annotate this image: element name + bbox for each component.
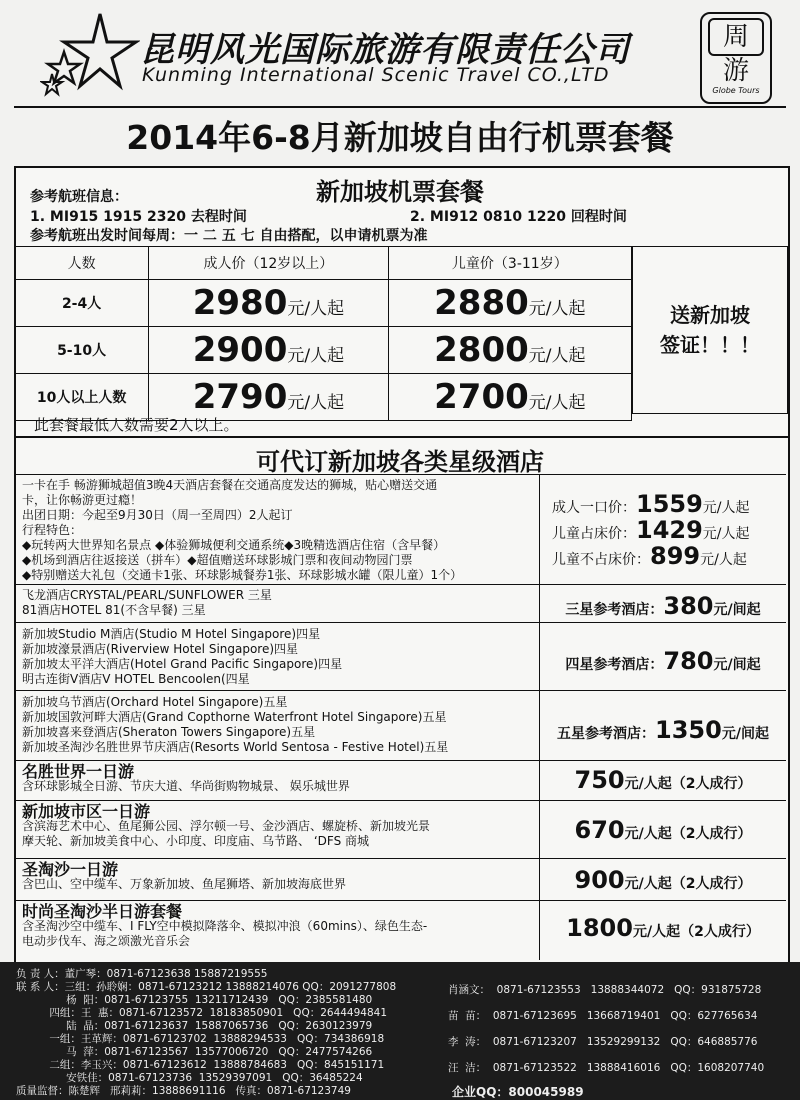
min-people-note: 此套餐最低人数需要2人以上。 xyxy=(34,416,239,434)
price-label: 儿童占床价： xyxy=(552,526,636,542)
tour-desc: 电动步伐车、海之颂激光音乐会 xyxy=(22,934,191,948)
adult-price: 2980 xyxy=(192,283,288,323)
tour-price xyxy=(540,914,786,942)
four-star-hotels xyxy=(22,627,342,687)
tour-title: 新加坡市区一日游 xyxy=(22,802,151,821)
contact-line: 陆 晶：0871-67123637 15887065736 QQ：2630123979 xyxy=(16,1020,373,1032)
col-header-people: 人数 xyxy=(15,247,149,280)
hotel-line: 明古连街V酒店V HOTEL Bencoolen(四星 xyxy=(22,672,250,686)
people-count: 5-10人 xyxy=(15,327,149,374)
contact-line: 汪 洁： 0871-67123522 13888416016 QQ：1608207740 xyxy=(448,1062,765,1074)
price-value: 780 xyxy=(663,647,714,675)
contact-line: 马 萍：0871-67123567 13577006720 QQ：2477574266 xyxy=(16,1046,373,1058)
row-divider xyxy=(14,474,786,475)
package-price-child-nobed xyxy=(552,542,747,570)
price-unit: 元/间起 xyxy=(721,726,769,742)
row-divider xyxy=(14,584,786,585)
contact-line: 质量监督：陈楚辉 邢莉莉：13888691116 传真：0871-67123749 xyxy=(16,1085,351,1097)
tour-title: 名胜世界一日游 xyxy=(22,762,135,781)
hotel-line: 飞龙酒店CRYSTAL/PEARL/SUNFLOWER 三星 xyxy=(22,588,272,602)
tour-desc: 含圣淘沙空中缆车、I FLY空中模拟降落伞、模拟冲浪（60mins）、绿色生态- xyxy=(22,919,428,933)
stamp-char-1: 周 xyxy=(708,18,764,56)
package-price-adult xyxy=(552,490,750,518)
child-price: 2800 xyxy=(434,330,529,370)
hotel-line: 新加坡濠景酒店(Riverview Hotel Singapore)四星 xyxy=(22,642,299,656)
row-divider xyxy=(14,622,786,623)
flight-return: 2. MI912 0810 1220 回程时间 xyxy=(410,209,627,225)
price-unit: 元/人起 xyxy=(702,500,750,516)
contact-line: 联 系 人：三组：孙聆娴：0871-67123212 13888214076 QQ：2091277808 xyxy=(16,981,397,993)
price-value: 1559 xyxy=(636,490,703,518)
tour-desc: 摩天轮、新加坡美食中心、小印度、印度庙、乌节路、 ‘DFS 商城 xyxy=(22,834,369,848)
table-row xyxy=(15,327,632,374)
child-price: 2700 xyxy=(434,377,529,417)
price-unit: 元/人起 xyxy=(528,299,586,319)
tour-price xyxy=(540,766,786,794)
package-line: 行程特色： xyxy=(22,523,83,537)
price-unit: 元/间起 xyxy=(713,657,761,673)
contact-line: 一组：王革辉：0871-67123702 13888294533 QQ：734386918 xyxy=(16,1033,385,1045)
price-label: 儿童不占床价： xyxy=(552,552,650,568)
price-label: 四星参考酒店： xyxy=(565,657,664,673)
price-unit: 元/人起 xyxy=(528,393,586,413)
ticket-price-table xyxy=(14,246,632,421)
table-row xyxy=(15,280,632,327)
globe-tours-logo xyxy=(700,12,772,104)
contact-line: 安铁佳：0871-67123736 13529397091 QQ：36485224 xyxy=(16,1072,363,1084)
stamp-subtitle: Globe Tours xyxy=(712,86,760,95)
price-value: 900 xyxy=(574,866,625,894)
package-line: 卡，让你畅游更过瘾！ xyxy=(22,493,143,507)
price-unit: 元/人起 xyxy=(624,826,672,842)
row-divider xyxy=(14,690,786,691)
company-name-cn: 昆明风光国际旅游有限责任公司 xyxy=(140,30,630,70)
hotel-line: 新加坡Studio M酒店(Studio M Hotel Singapore)四星 xyxy=(22,627,321,641)
price-value: 380 xyxy=(663,592,714,620)
package-description xyxy=(22,478,462,583)
hotel-line: 新加坡喜来登酒店(Sheraton Towers Singapore)五星 xyxy=(22,725,316,739)
price-label: 三星参考酒店： xyxy=(565,602,664,618)
star-logo-icon xyxy=(40,12,140,102)
contact-line: 苗 苗： 0871-67123695 13668719401 QQ：627765634 xyxy=(448,1010,758,1022)
visa-line-1: 送新加坡 xyxy=(670,303,750,327)
price-unit: 元/人起 xyxy=(528,346,586,366)
stamp-char-2: 游 xyxy=(722,56,749,86)
four-star-price xyxy=(540,647,786,675)
contact-line: 李 涛： 0871-67123207 13529299132 QQ：646885776 xyxy=(448,1036,758,1048)
five-star-hotels xyxy=(22,695,448,755)
package-line: ◆机场到酒店往返接送（拼车）◆超值赠送环球影城门票和夜间动物园门票 xyxy=(22,553,413,567)
people-count: 2-4人 xyxy=(15,280,149,327)
price-value: 750 xyxy=(574,766,625,794)
price-value: 670 xyxy=(574,816,625,844)
tour-title: 圣淘沙一日游 xyxy=(22,860,119,879)
ticket-heading: 新加坡机票套餐 xyxy=(316,178,484,206)
contact-line: 负 责 人：董广琴：0871-67123638 15887219555 xyxy=(16,968,268,980)
visa-offer xyxy=(632,246,788,414)
price-unit: 元/人起 xyxy=(632,924,681,940)
row-divider xyxy=(14,760,786,761)
visa-line-2: 签证！！！ xyxy=(660,333,760,357)
header-divider xyxy=(14,106,786,108)
price-unit: 元/人起 xyxy=(287,393,345,413)
child-price: 2880 xyxy=(434,283,529,323)
tour-desc: 含滨海艺术中心、鱼尾狮公园、浮尔顿一号、金沙酒店、螺旋桥、新加坡光景 xyxy=(22,819,431,833)
row-divider xyxy=(14,900,786,901)
tour-item xyxy=(22,804,430,849)
price-unit: 元/人起 xyxy=(287,346,345,366)
package-line: 出团日期：今起至9月30日（周一至周四）2人起订 xyxy=(22,508,293,522)
contact-line: 二组：李玉兴：0871-67123612 13888784683 QQ：845151171 xyxy=(16,1059,385,1071)
five-star-price xyxy=(540,716,786,744)
people-count: 10人以上人数 xyxy=(15,374,149,421)
tour-price xyxy=(540,866,786,894)
tour-item xyxy=(22,764,350,794)
package-line: 一卡在手 畅游狮城超值3晚4天酒店套餐在交通高度发达的狮城，贴心赠送交通 xyxy=(22,478,438,492)
price-value: 1800 xyxy=(566,914,633,942)
tour-item xyxy=(22,862,346,892)
flight-outbound: 1. MI915 1915 2320 去程时间 xyxy=(30,209,247,225)
price-unit: 元/间起 xyxy=(713,602,761,618)
hotel-line: 新加坡太平洋大酒店(Hotel Grand Pacific Singapore)四星 xyxy=(22,657,343,671)
package-price-child-bed xyxy=(552,516,750,544)
price-value: 1350 xyxy=(655,716,722,744)
contact-footer xyxy=(0,962,800,1100)
three-star-price xyxy=(540,592,786,620)
row-divider xyxy=(14,800,786,801)
price-unit: 元/人起 xyxy=(287,299,345,319)
flight-schedule: 参考航班出发时间每周：一 二 五 七 自由搭配，以申请机票为准 xyxy=(30,228,428,244)
package-line: ◆玩转两大世界知名景点 ◆体验狮城便利交通系统◆3晚精选酒店住宿（含早餐） xyxy=(22,538,446,552)
hotel-heading: 可代订新加坡各类星级酒店 xyxy=(256,448,544,476)
page-title: 2014年6-8月新加坡自由行机票套餐 xyxy=(126,118,674,157)
hotel-line: 81酒店HOTEL 81(不含早餐) 三星 xyxy=(22,603,206,617)
price-label: 五星参考酒店： xyxy=(557,726,656,742)
col-header-adult: 成人价（12岁以上） xyxy=(149,247,388,280)
contact-line: 肖涵文： 0871-67123553 13888344072 QQ：931875728 xyxy=(448,984,762,996)
tour-item xyxy=(22,904,427,949)
price-unit: 元/人起 xyxy=(702,526,750,542)
adult-price: 2900 xyxy=(192,330,288,370)
col-header-child: 儿童价（3-11岁） xyxy=(388,247,631,280)
contact-line: 四组：王 惠：0871-67123572 18183850901 QQ：2644494841 xyxy=(16,1007,388,1019)
price-note: （2人成行） xyxy=(680,924,760,940)
price-unit: 元/人起 xyxy=(624,876,672,892)
hotel-line: 新加坡国敦河畔大酒店(Grand Copthorne Waterfront Hotel Singapore)五星 xyxy=(22,710,447,724)
hotel-line: 新加坡乌节酒店(Orchard Hotel Singapore)五星 xyxy=(22,695,288,709)
price-unit: 元/人起 xyxy=(700,552,747,568)
price-value: 1429 xyxy=(636,516,703,544)
price-label: 成人一口价： xyxy=(552,500,636,516)
company-name-en: Kunming International Scenic Travel CO.,LTD xyxy=(142,64,610,86)
price-note: （2人成行） xyxy=(671,776,752,792)
hotel-line: 新加坡圣淘沙名胜世界节庆酒店(Resorts World Sentosa - Festive Hotel)五星 xyxy=(22,740,449,754)
tour-title: 时尚圣淘沙半日游套餐 xyxy=(22,902,183,921)
price-note: （2人成行） xyxy=(671,826,752,842)
package-line: ◆特别赠送大礼包（交通卡1张、环球影城餐券1张、环球影城水罐（限儿童）1个） xyxy=(22,568,463,582)
enterprise-qq: 企业QQ：800045989 xyxy=(452,1085,584,1099)
three-star-hotels xyxy=(22,588,272,618)
contact-line: 杨 阳：0871-67123755 13211712439 QQ：2385581480 xyxy=(16,994,373,1006)
tour-desc: 含环球影城全日游、节庆大道、华尚街购物城景、 娱乐城世界 xyxy=(22,779,350,793)
tour-desc: 含巴山、空中缆车、万象新加坡、鱼尾狮塔、新加坡海底世界 xyxy=(22,877,347,891)
price-value: 899 xyxy=(650,542,701,570)
tour-price xyxy=(540,816,786,844)
price-note: （2人成行） xyxy=(671,876,752,892)
flight-ref-label: 参考航班信息： xyxy=(30,189,128,205)
price-unit: 元/人起 xyxy=(624,776,672,792)
adult-price: 2790 xyxy=(192,377,288,417)
row-divider xyxy=(14,858,786,859)
